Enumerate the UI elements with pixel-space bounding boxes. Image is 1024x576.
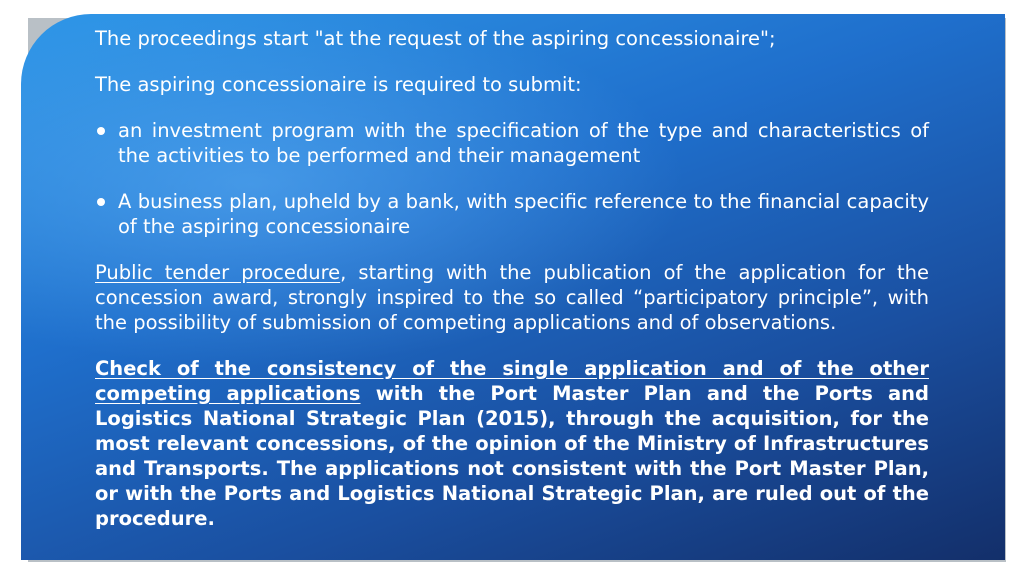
- tender-text: , starting with the publication of the application for the concession award, strongly inspired to the so called “participatory principle”, with the possibility of submission of competing applications and of observations.: [95, 261, 929, 334]
- bullet-text: an investment program with the specification of the type and characteristics of the activities to be performed and their management: [118, 119, 929, 167]
- bullet-text: A business plan, upheld by a bank, with specific reference to the financial capacity of the aspiring concessionaire: [118, 190, 929, 238]
- tender-procedure-link[interactable]: Public tender procedure: [95, 261, 341, 284]
- consistency-paragraph: [95, 356, 929, 531]
- slide-background: [21, 14, 1005, 560]
- tender-paragraph: [95, 260, 929, 335]
- intro-text: The proceedings start "at the request of the aspiring concessionaire";: [95, 27, 776, 50]
- slide-content: [95, 26, 929, 552]
- bullet-dot-icon: [97, 198, 105, 206]
- bullet-dot-icon: [97, 127, 105, 135]
- bullet-business-plan: [95, 189, 929, 239]
- consistency-check-link[interactable]: Check of the consistency of the single application and of the other competing applications: [95, 357, 929, 405]
- submit-heading: The aspiring concessionaire is required to submit:: [95, 73, 582, 96]
- consistency-text: with the Port Master Plan and the Ports and Logistics National Strategic Plan (2015), through the acquisition, for the most relevant concessions, of the opinion of the Ministry of Infrastructures and Transports. The applications not consistent with the Port Master Plan, or with the Ports and Logistics National Strategic Plan, are ruled out of the procedure.: [95, 382, 929, 530]
- bullet-investment-program: [95, 118, 929, 168]
